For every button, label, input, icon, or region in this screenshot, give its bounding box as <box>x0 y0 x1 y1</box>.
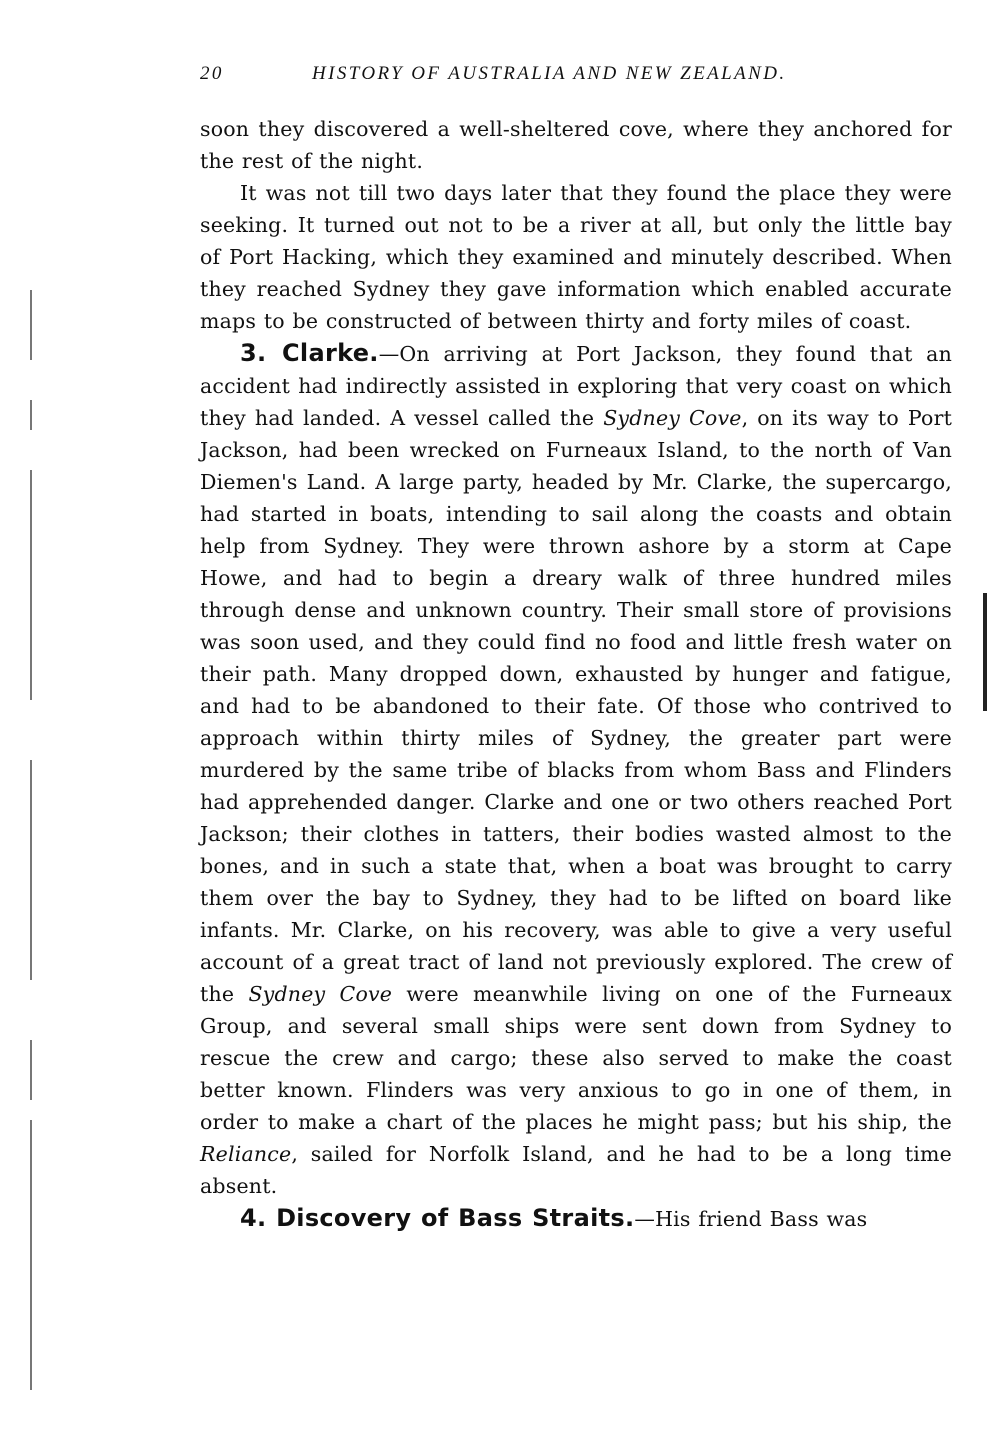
scan-edge-shadow <box>983 593 987 711</box>
scan-margin-mark <box>30 1040 32 1100</box>
ship-name: Reliance <box>200 1142 292 1166</box>
heading-dash: — <box>378 342 400 366</box>
paragraph-bass-straits <box>200 1202 952 1235</box>
body-text <box>200 113 952 1235</box>
paragraph-port-hacking: It was not till two days later that they found the place they were seeking. It turned out not to be a river at all, but only the little bay of Port Hacking, which they examined and minutely described. When they reached Sydney they gave information which enabled accurate maps to be constructed of between thirty and forty miles of coast. <box>200 181 952 333</box>
section-heading-bass-straits: 4. Discovery of Bass Straits. <box>240 1204 635 1232</box>
ship-name: Sydney Cove <box>603 406 742 430</box>
scan-margin-mark <box>30 290 32 360</box>
text-run: His friend Bass was <box>655 1207 868 1231</box>
scan-margin-mark <box>30 1120 32 1390</box>
scan-margin-mark <box>30 760 32 980</box>
scan-margin-mark <box>30 400 32 430</box>
scan-margin-mark <box>30 470 32 700</box>
heading-dash: — <box>634 1207 656 1231</box>
running-title: HISTORY OF AUSTRALIA AND NEW ZEALAND. <box>312 63 787 84</box>
text-run: , sailed for Norfolk Island, and he had to be a long time absent. <box>200 1142 952 1198</box>
text-run: On arriving at Port Jackson, they found that an accident had indirectly assisted in exploring that very coast on which they had landed. A vessel called the <box>200 342 952 430</box>
page-number: 20 <box>200 63 224 84</box>
ship-name: Sydney Cove <box>248 982 393 1006</box>
text-run: were meanwhile living on one of the Furneaux Group, and several small ships were sent down from Sydney to rescue the crew and cargo; these also served to make the coast better known. Flinders was very anxious to go in one of them, in order to make a chart of the places he might pass; but his ship, the <box>200 982 953 1134</box>
paragraph-clarke <box>200 337 952 1202</box>
text-run: , on its way to Port Jackson, had been wrecked on Furneaux Island, to the north of Van Diemen's Land. A large party, headed by Mr. Clarke, the supercargo, had started in boats, intending to sail along the coasts and obtain help from Sydney. They were thrown ashore by a storm at Cape Howe, and had to begin a dreary walk of three hundred miles through dense and unknown country. Their small store of provisions was soon used, and they could find no food and little fresh water on their path. Many dropped down, exhausted by hunger and fatigue, and had to be abandoned to their fate. Of those who contrived to approach within thirty miles of Sydney, the greater part were murdered by the same tribe of blacks from whom Bass and Flinders had apprehended danger. Clarke and one or two others reached Port Jackson; their clothes in tatters, their bodies wasted almost to the bones, and in such a state that, when a boat was brought to carry them over the bay to Sydney, they had to be lifted on board like infants. Mr. Clarke, on his recovery, was able to give a very useful account of a great tract of land not previously explored. The crew of the <box>200 406 953 1006</box>
section-heading-clarke: 3. Clarke. <box>240 339 379 367</box>
paragraph-continuation: soon they discovered a well-sheltered cove, where they anchored for the rest of the night. <box>200 117 952 173</box>
running-header <box>200 60 860 88</box>
